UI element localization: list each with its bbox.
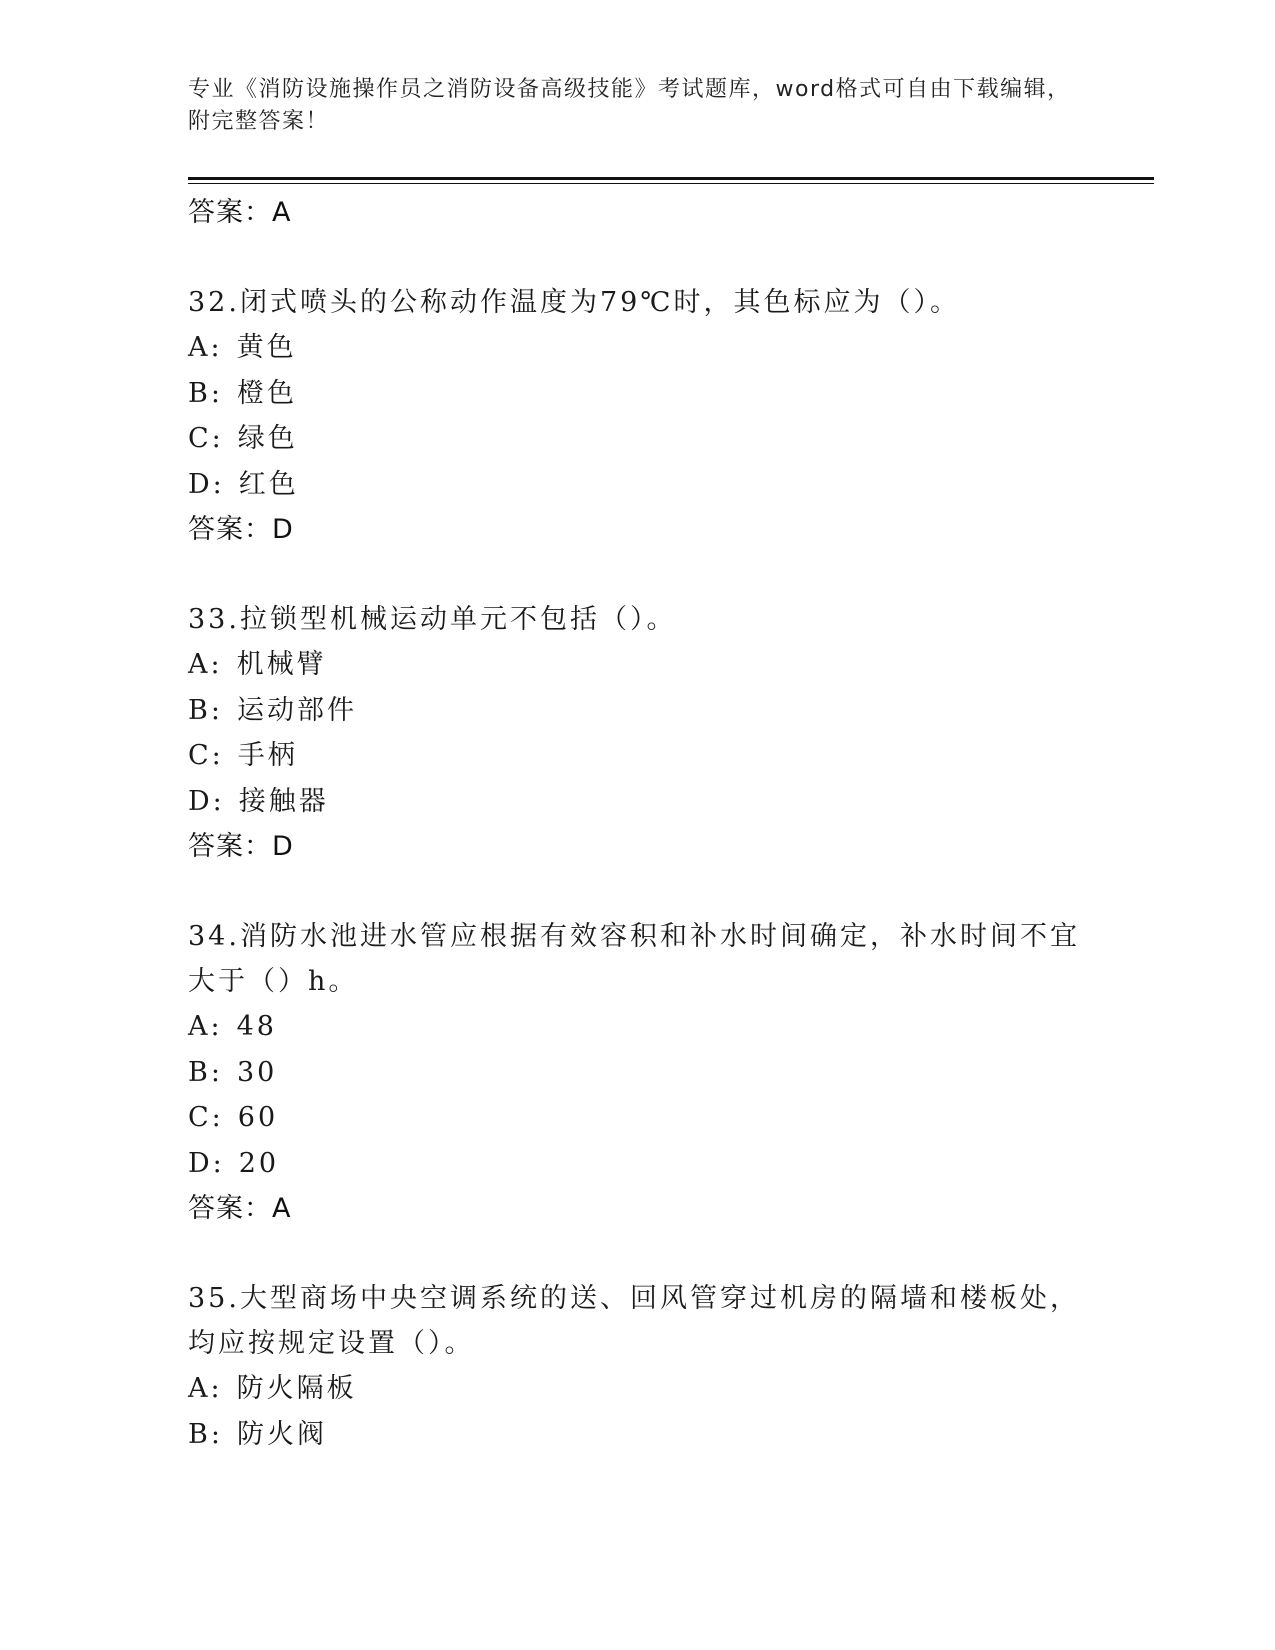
option-text: 绿色 <box>237 423 298 454</box>
question-stem: 34.消防水池进水管应根据有效容积和补水时间确定，补水时间不宜大于（）h。 <box>188 921 1080 997</box>
option-text: 48 <box>236 1011 277 1042</box>
option-letter: D: <box>188 1147 225 1179</box>
option-text: 60 <box>237 1102 279 1133</box>
question-block <box>188 597 1088 870</box>
option-c <box>188 416 1088 462</box>
question-block <box>188 280 1088 553</box>
option-c <box>188 1095 1088 1141</box>
option-letter: B: <box>188 377 223 409</box>
header-rule-thin <box>188 183 1154 184</box>
option-b <box>188 688 1088 734</box>
option-d <box>188 1141 1088 1187</box>
answer-line: 答案：A <box>188 1193 292 1224</box>
option-text: 运动部件 <box>236 694 357 726</box>
option-text: 接触器 <box>238 785 329 817</box>
option-b <box>188 1050 1088 1096</box>
option-a <box>188 325 1088 371</box>
option-letter: D: <box>188 468 225 500</box>
option-text: 红色 <box>238 468 299 500</box>
option-b <box>188 371 1088 417</box>
document-body <box>188 190 1088 1457</box>
option-d <box>188 779 1088 825</box>
option-text: 手柄 <box>237 740 298 771</box>
option-c <box>188 733 1088 779</box>
option-letter: D: <box>188 785 225 817</box>
question-stem: 33.拉锁型机械运动单元不包括（）。 <box>188 604 677 635</box>
question-block <box>188 914 1088 1232</box>
question-stem: 32.闭式喷头的公称动作温度为79℃时，其色标应为（）。 <box>188 287 960 318</box>
option-text: 黄色 <box>236 332 297 363</box>
question-stem: 35.大型商场中央空调系统的送、回风管穿过机房的隔墙和楼板处，均应按规定设置（）。 <box>188 1283 1080 1359</box>
option-letter: A: <box>188 1011 223 1042</box>
option-a <box>188 1366 1088 1412</box>
header-rule <box>188 177 1154 180</box>
option-a <box>188 642 1088 688</box>
option-letter: C: <box>188 740 224 771</box>
answer-line: 答案：D <box>188 831 294 862</box>
question-block <box>188 1276 1088 1457</box>
page-header: 专业《消防设施操作员之消防设备高级技能》考试题库，word格式可自由下载编辑，附完整答案！ <box>188 77 1071 134</box>
option-letter: B: <box>188 1056 223 1088</box>
option-letter: A: <box>188 1373 223 1404</box>
option-letter: A: <box>188 332 223 363</box>
option-letter: B: <box>188 694 223 726</box>
option-b <box>188 1412 1088 1458</box>
answer-line: 答案：D <box>188 514 294 545</box>
option-text: 防火阀 <box>236 1418 327 1450</box>
option-text: 橙色 <box>236 377 297 409</box>
option-text: 机械臂 <box>236 649 327 680</box>
option-letter: B: <box>188 1418 223 1450</box>
option-text: 20 <box>238 1147 280 1179</box>
option-letter: C: <box>188 1102 224 1133</box>
option-letter: C: <box>188 423 224 454</box>
answer-line: 答案：A <box>188 197 292 228</box>
option-a <box>188 1004 1088 1050</box>
option-text: 30 <box>236 1056 278 1088</box>
option-letter: A: <box>188 649 223 680</box>
option-text: 防火隔板 <box>236 1373 357 1404</box>
option-d <box>188 462 1088 508</box>
